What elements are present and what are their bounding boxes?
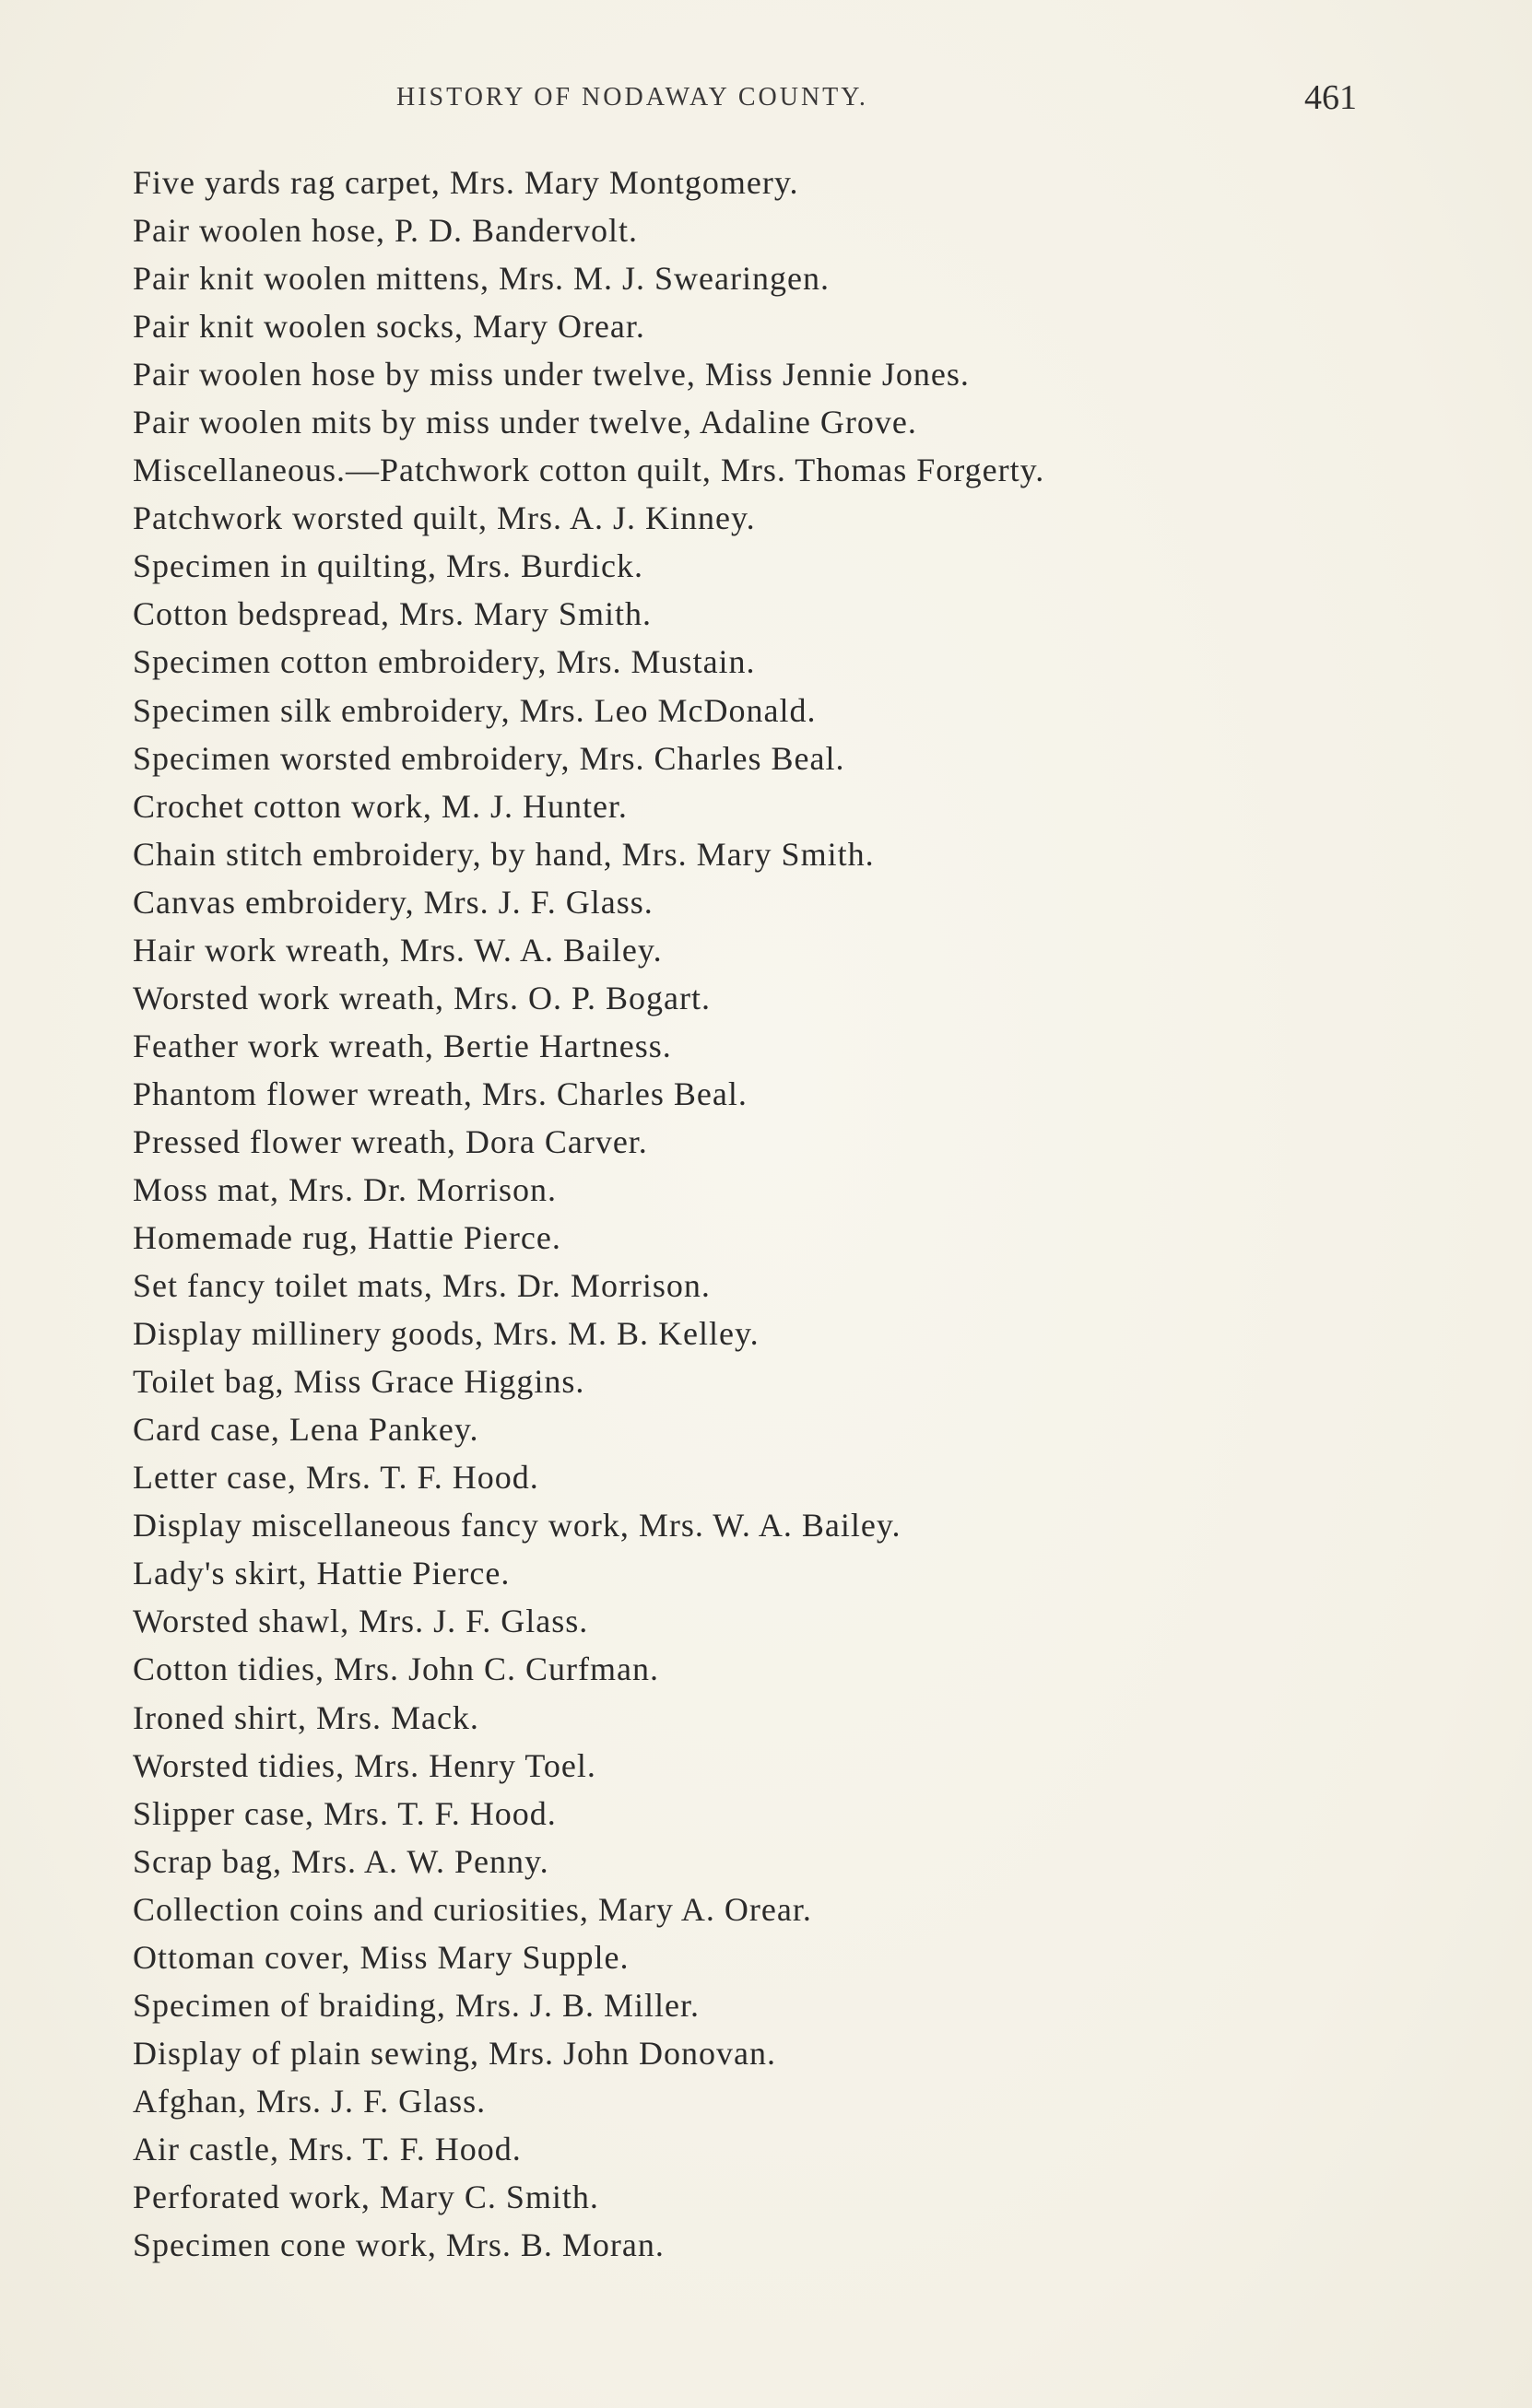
premium-list (133, 159, 1515, 2269)
list-item: Pair woolen mits by miss under twelve, Adaline Grove. (133, 404, 917, 441)
running-head (0, 72, 1532, 118)
list-item: Worsted tidies, Mrs. Henry Toel. (133, 1746, 596, 1784)
list-item: Air castle, Mrs. T. F. Hood. (133, 2130, 522, 2167)
list-item: Specimen cotton embroidery, Mrs. Mustain. (133, 643, 756, 681)
list-item: Phantom flower wreath, Mrs. Charles Beal. (133, 1075, 748, 1112)
list-item: Scrap bag, Mrs. A. W. Penny. (133, 1842, 549, 1880)
list-item: Slipper case, Mrs. T. F. Hood. (133, 1794, 557, 1832)
list-item: Pair woolen hose by miss under twelve, Miss Jennie Jones. (133, 356, 970, 394)
list-item: Lady's skirt, Hattie Pierce. (133, 1555, 511, 1592)
list-item: Specimen in quilting, Mrs. Burdick. (133, 547, 643, 585)
running-title: HISTORY OF NODAWAY COUNTY. (396, 83, 868, 112)
list-item: Specimen of braiding, Mrs. J. B. Miller. (133, 1986, 700, 2024)
list-item: Worsted shawl, Mrs. J. F. Glass. (133, 1603, 589, 1640)
list-item: Patchwork worsted quilt, Mrs. A. J. Kinney. (133, 499, 756, 537)
list-item: Canvas embroidery, Mrs. J. F. Glass. (133, 883, 654, 921)
list-item: Display millinery goods, Mrs. M. B. Kelley. (133, 1315, 760, 1353)
list-item: Crochet cotton work, M. J. Hunter. (133, 787, 628, 825)
list-item: Pair woolen hose, P. D. Bandervolt. (133, 212, 638, 250)
list-item: Five yards rag carpet, Mrs. Mary Montgomery. (133, 164, 799, 201)
list-item: Card case, Lena Pankey. (133, 1411, 479, 1449)
list-item: Specimen worsted embroidery, Mrs. Charles Beal. (133, 739, 845, 777)
page-number: 461 (1304, 78, 1357, 117)
list-item: Pair knit woolen mittens, Mrs. M. J. Swearingen. (133, 260, 830, 298)
list-item: Afghan, Mrs. J. F. Glass. (133, 2082, 487, 2120)
list-item: Cotton tidies, Mrs. John C. Curfman. (133, 1650, 660, 1688)
list-item: Worsted work wreath, Mrs. O. P. Bogart. (133, 979, 712, 1016)
list-item: Display of plain sewing, Mrs. John Donovan. (133, 2034, 776, 2072)
list-item: Feather work wreath, Bertie Hartness. (133, 1027, 672, 1064)
list-item: Letter case, Mrs. T. F. Hood. (133, 1459, 539, 1497)
list-item: Ottoman cover, Miss Mary Supple. (133, 1938, 630, 1976)
list-item: Toilet bag, Miss Grace Higgins. (133, 1363, 585, 1401)
list-item: Cotton bedspread, Mrs. Mary Smith. (133, 595, 652, 633)
list-item: Collection coins and curiosities, Mary A. Orear. (133, 1890, 812, 1928)
list-item: Set fancy toilet mats, Mrs. Dr. Morrison. (133, 1267, 711, 1305)
list-item: Moss mat, Mrs. Dr. Morrison. (133, 1170, 558, 1208)
list-item: Display miscellaneous fancy work, Mrs. W. A. Bailey. (133, 1507, 902, 1545)
list-item: Ironed shirt, Mrs. Mack. (133, 1698, 479, 1736)
list-item: Pair knit woolen socks, Mary Orear. (133, 308, 645, 346)
list-item: Hair work wreath, Mrs. W. A. Bailey. (133, 931, 663, 969)
list-item: Perforated work, Mary C. Smith. (133, 2178, 599, 2215)
list-item: Miscellaneous.—Patchwork cotton quilt, Mrs. Thomas Forgerty. (133, 452, 1045, 489)
list-item: Pressed flower wreath, Dora Carver. (133, 1122, 648, 1160)
list-item: Specimen silk embroidery, Mrs. Leo McDonald. (133, 691, 817, 729)
list-item: Chain stitch embroidery, by hand, Mrs. Mary Smith. (133, 835, 875, 873)
list-item: Specimen cone work, Mrs. B. Moran. (133, 2226, 665, 2264)
list-item: Homemade rug, Hattie Pierce. (133, 1219, 561, 1257)
